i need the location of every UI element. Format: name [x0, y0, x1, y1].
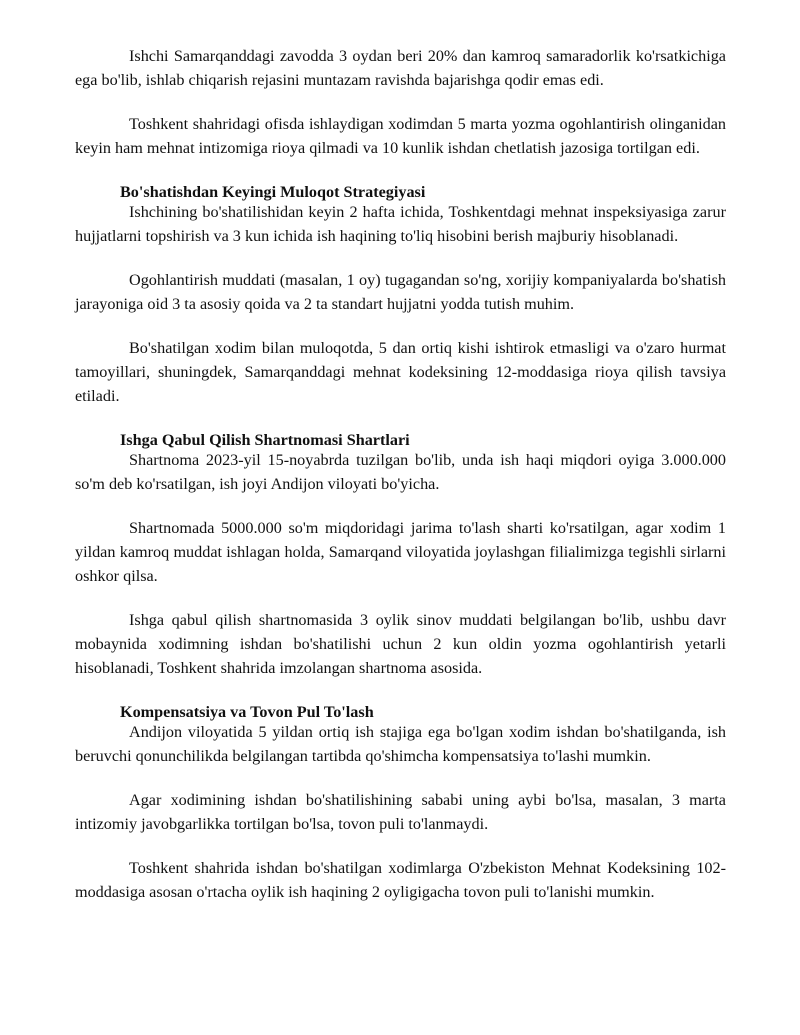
- section-paragraph: Bo'shatilgan xodim bilan muloqotda, 5 dan ortiq kishi ishtirok etmasligi va o'zaro hurmat tamoyillari, shuningdek, Samarqanddagi mehnat kodeksining 12-moddasiga rioya qilish tavsiya etiladi.: [75, 339, 726, 405]
- section-paragraph: Shartnomada 5000.000 so'm miqdoridagi jarima to'lash sharti ko'rsatilgan, agar xodim 1 yildan kamroq muddat ishlagan holda, Samarqand viloyatida joylashgan filialimizga tegishli sirlarni oshkor qilsa.: [75, 519, 726, 585]
- section-heading: Ishga Qabul Qilish Shartnomasi Shartlari: [120, 431, 410, 449]
- section-paragraph: Andijon viloyatida 5 yildan ortiq ish stajiga ega bo'lgan xodim ishdan bo'shatilganda, ish beruvchi qonunchilikda belgilangan tartibda qo'shimcha kompensatsiya to'lashi mumkin.: [75, 723, 726, 765]
- section-paragraph: Ishga qabul qilish shartnomasida 3 oylik sinov muddati belgilangan bo'lib, ushbu davr mobaynida xodimning ishdan bo'shatilishi uchun 2 kun oldin yozma ogohlantirish yetarli hisoblanadi, Toshkent shahrida imzolangan shartnoma asosida.: [75, 611, 726, 677]
- document-page: [75, 44, 726, 924]
- section-heading: Kompensatsiya va Tovon Pul To'lash: [120, 703, 374, 721]
- section-paragraph: Agar xodimining ishdan bo'shatilishining sababi uning aybi bo'lsa, masalan, 3 marta intizomiy javobgarlikka tortilgan bo'lsa, tovon puli to'lanmaydi.: [75, 791, 726, 833]
- section-compensation: [75, 700, 726, 904]
- intro-paragraph-1: Ishchi Samarqanddagi zavodda 3 oydan beri 20% dan kamroq samaradorlik ko'rsatkichiga ega bo'lib, ishlab chiqarish rejasini muntazam ravishda bajarishga qodir emas edi.: [75, 47, 726, 89]
- section-employment-contract-terms: [75, 428, 726, 680]
- section-paragraph: Ogohlantirish muddati (masalan, 1 oy) tugagandan so'ng, xorijiy kompaniyalarda bo'shatish jarayoniga oid 3 ta asosiy qoida va 2 ta standart hujjatni yodda tutish muhim.: [75, 271, 726, 313]
- section-heading: Bo'shatishdan Keyingi Muloqot Strategiyasi: [120, 183, 426, 201]
- section-post-dismissal-communication: [75, 180, 726, 408]
- section-paragraph: Ishchining bo'shatilishidan keyin 2 hafta ichida, Toshkentdagi mehnat inspeksiyasiga zarur hujjatlarni topshirish va 3 kun ichida ish haqining to'liq hisobini berish majburiy hisoblanadi.: [75, 203, 726, 245]
- intro-paragraph-2: Toshkent shahridagi ofisda ishlaydigan xodimdan 5 marta yozma ogohlantirish olinganidan keyin ham mehnat intizomiga rioya qilmadi va 10 kunlik ishdan chetlatish jazosiga tortilgan edi.: [75, 115, 726, 157]
- section-paragraph: Toshkent shahrida ishdan bo'shatilgan xodimlarga O'zbekiston Mehnat Kodeksining 102-moddasiga asosan o'rtacha oylik ish haqining 2 oyligigacha tovon puli to'lanishi mumkin.: [75, 859, 726, 901]
- section-paragraph: Shartnoma 2023-yil 15-noyabrda tuzilgan bo'lib, unda ish haqi miqdori oyiga 3.000.000 so'm deb ko'rsatilgan, ish joyi Andijon viloyati bo'yicha.: [75, 451, 726, 493]
